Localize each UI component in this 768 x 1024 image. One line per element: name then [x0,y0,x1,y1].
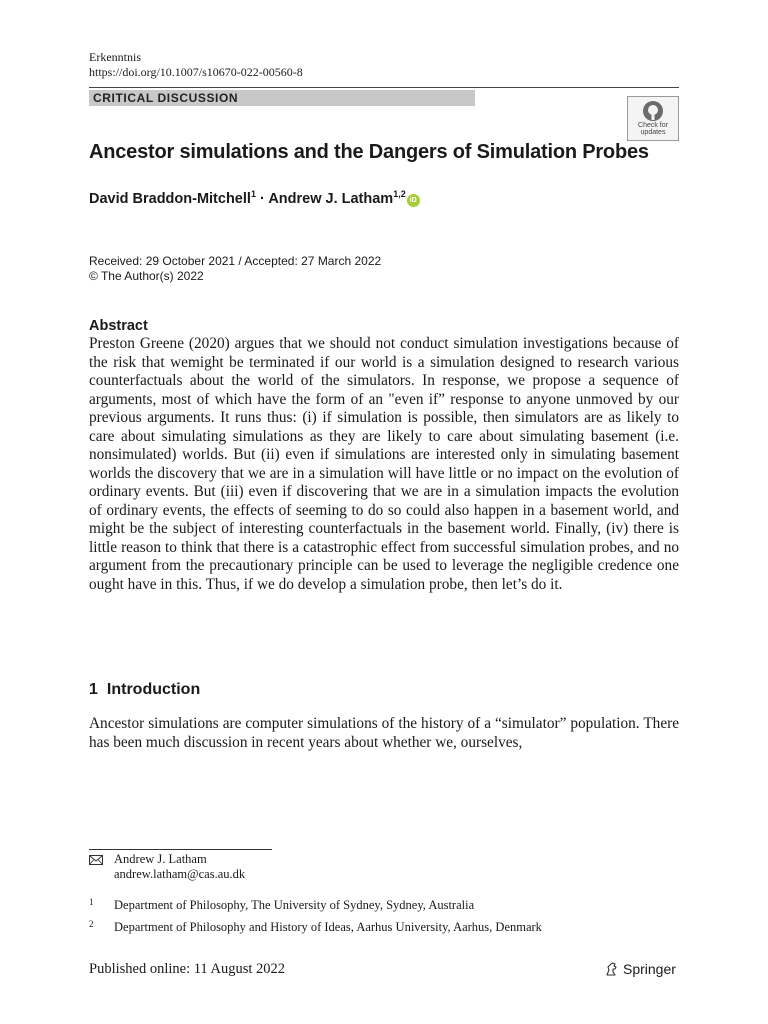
corresponding-author-name: Andrew J. Latham [114,852,207,866]
affiliation-text: Department of Philosophy, The University of Sydney, Sydney, Australia [114,898,475,912]
check-for-updates-badge[interactable] [627,96,679,141]
check-badge-line1: Check for [638,122,668,129]
published-online-date: Published online: 11 August 2022 [89,961,286,977]
check-badge-line2: updates [640,129,666,136]
publisher-name: Springer [623,961,676,977]
abstract-text: Preston Greene (2020) argues that we should not conduct simulation investigations because of the risk that wemight be terminated if our world is a simulation designed to research various counterfactuals about the world of the simulators. In response, we propose a sequence of arguments, most of which have the form of an "even if” response to anyone unmoved by our previous arguments. It runs thus: (i) if simulation is possible, then simulators are as likely to care about simulating simulations as they are likely to care about simulating basement (i.e. nonsimulated) worlds. But (ii) even if simulations are interested only in simulating basement worlds the discovery that we are in a simulation will have little or no impact on the evolution of ordinary events. But (iii) even if discovering that we are in a simulation impacts the evolution of ordinary events, the effects of seeming to do so could also happen in a basement world, and might be the subject of interesting counterfactuals in the basement world. Finally, (iv) there is little reason to think that there is a catastrophic effect from successful simulation probes, and no argument from the precautionary principle can be used to leverage the negligible credence one ought have in this. Thus, if we do develop a simulation probe, then let’s do it. [89,335,679,593]
copyright-notice: © The Author(s) 2022 [89,269,204,283]
received-accepted-dates: Received: 29 October 2021 / Accepted: 27 March 2022 [89,254,382,268]
abstract-heading: Abstract [89,318,148,334]
author-separator: · [255,190,269,207]
doi-link[interactable]: https://doi.org/10.1007/s10670-022-00560-8 [89,65,303,79]
author-name[interactable]: Andrew J. Latham [268,190,394,207]
orcid-icon[interactable]: iD [407,194,420,207]
section-label: CRITICAL DISCUSSION [89,90,475,106]
publisher-logo [604,960,676,978]
author-name[interactable]: David Braddon-Mitchell [89,190,251,207]
author-list [89,184,420,209]
section-heading-introduction [89,679,200,701]
check-for-updates-icon [642,100,664,122]
section-number: 1 [89,681,98,698]
envelope-icon [89,855,103,865]
springer-horse-icon [604,961,620,977]
corresponding-author-email[interactable]: andrew.latham@cas.au.dk [114,867,246,881]
affiliation-number: 1 [89,897,94,907]
journal-name: Erkenntnis [89,50,141,64]
introduction-text: Ancestor simulations are computer simulations of the history of a “simulator” population. There has been much discussion in recent years about whether we, ourselves, [89,715,679,751]
header-rule [89,87,679,88]
affiliation-text: Department of Philosophy and History of Ideas, Aarhus University, Aarhus, Denmark [114,920,542,934]
author-affiliation: 1 [250,189,256,199]
section-title: Introduction [106,681,201,698]
footnote-rule [89,849,272,850]
affiliation-number: 2 [89,919,94,929]
author-affiliation: 1,2 [393,189,406,199]
article-title: Ancestor simulations and the Dangers of Simulation Probes [89,141,649,163]
